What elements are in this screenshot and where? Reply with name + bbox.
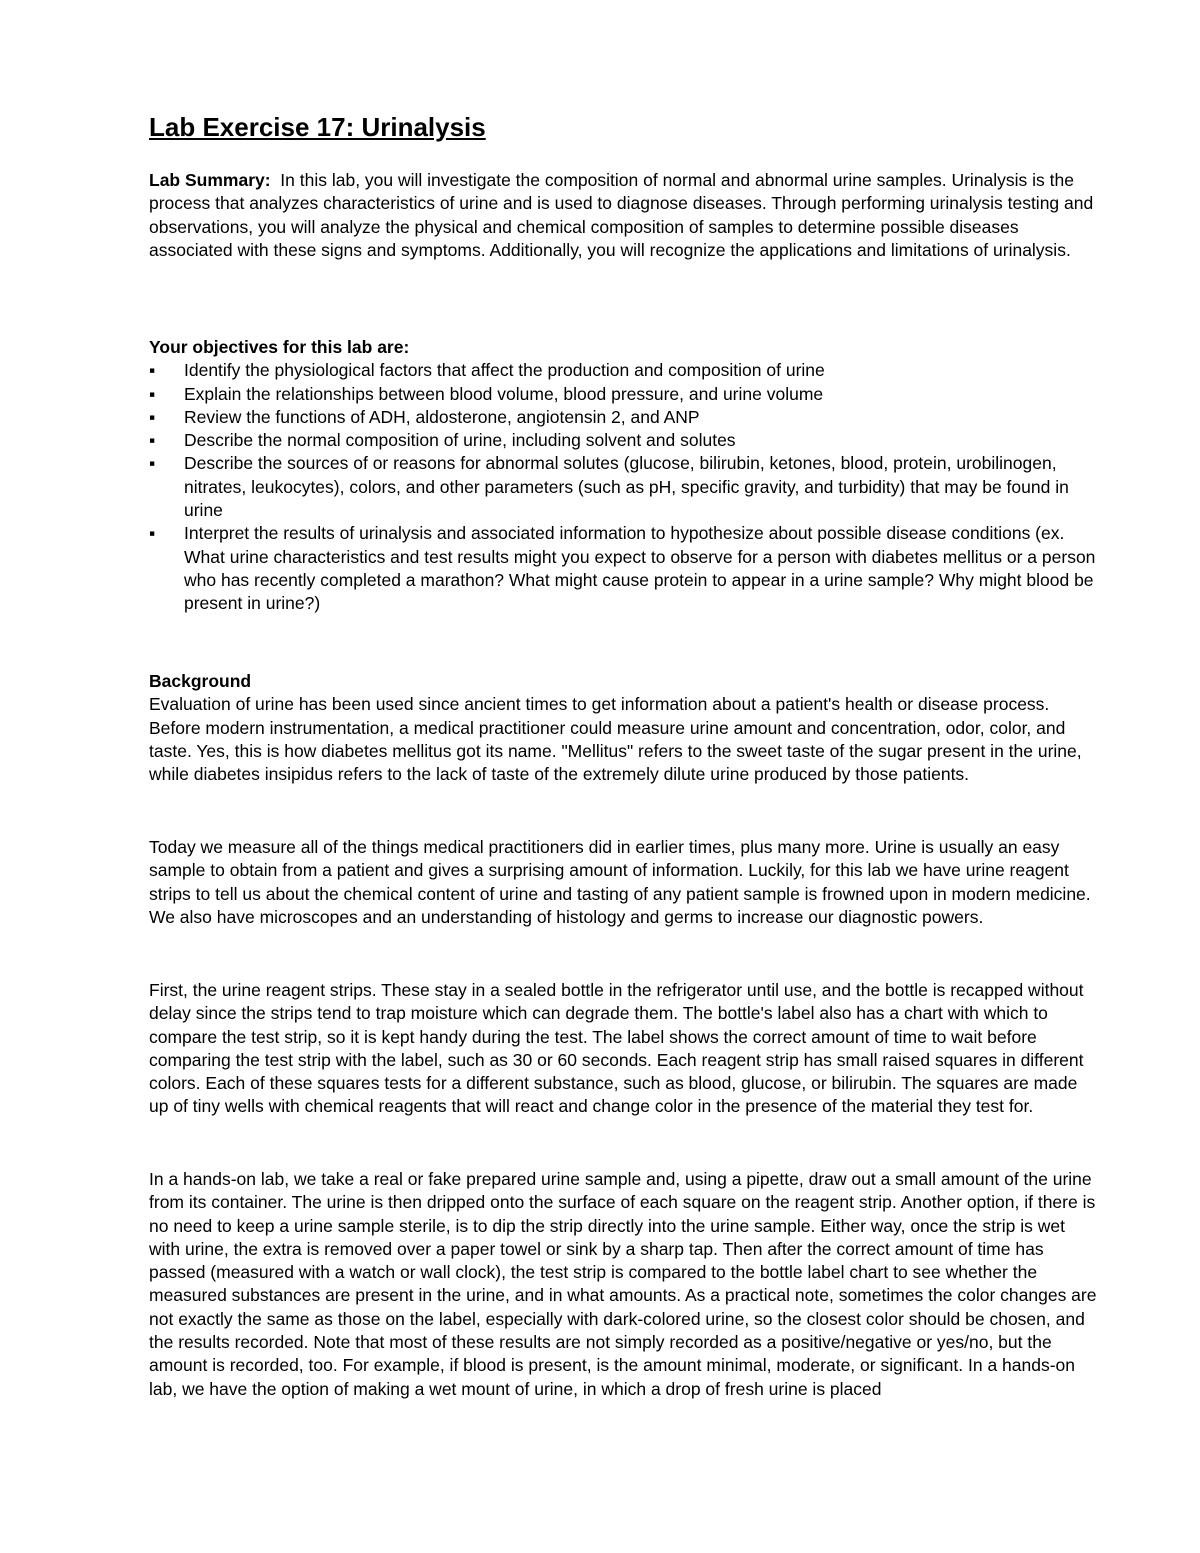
objectives-list [149,359,1099,615]
background-section-2 [149,836,1099,929]
background-section-4 [149,1168,1099,1401]
list-item [149,359,1099,382]
background-section [149,670,1099,786]
background-section-3 [149,979,1099,1119]
list-item [149,406,1099,429]
bullet-icon: ▪ [149,523,156,544]
background-paragraph: Evaluation of urine has been used since ancient times to get information about a patient's health or disease process. Before modern instrumentation, a medical practitioner could measure urine amount and concentration, odor, color, and taste. Yes, this is how diabetes mellitus got its name. "Mellitus" refers to the sweet taste of the sugar present in the urine, while diabetes insipidus refers to the lack of taste of the extremely dilute urine produced by those patients. [149,694,1082,785]
objective-text: Review the functions of ADH, aldosterone, angiotensin 2, and ANP [184,406,700,427]
background-paragraph: First, the urine reagent strips. These stay in a sealed bottle in the refrigerator until use, and the bottle is recapped without delay since the strips tend to trap moisture which can degrade them. The bottle's label also has a chart with which to compare the test strip, so it is kept handy during the test. The label shows the correct amount of time to wait before comparing the test strip with the label, such as 30 or 60 seconds. Each reagent strip has small raised squares in different colors. Each of these squares tests for a different substance, such as blood, glucose, or bilirubin. The squares are made up of tiny wells with chemical reagents that will react and change color in the presence of the material they test for. [149,980,1084,1117]
lab-summary-label: Lab Summary: [149,170,271,190]
objective-text: Identify the physiological factors that affect the production and composition of urine [184,360,825,381]
bullet-icon: ▪ [149,430,156,451]
objective-text: Interpret the results of urinalysis and associated information to hypothesize about possible disease conditions (ex. What urine characteristics and test results might you expect to observe for a person with diabetes mellitus or a person who has recently completed a marathon? What might cause protein to appear in a urine sample? Why might blood be present in urine?) [184,523,1096,614]
list-item [149,522,1099,615]
bullet-icon: ▪ [149,383,156,404]
objectives-section [149,336,1099,616]
objective-text: Describe the sources of or reasons for abnormal solutes (glucose, bilirubin, ketones, blood, protein, urobilinogen, nitrates, leukocytes), colors, and other parameters (such as pH, specific gravity, and turbidity) that may be found in urine [184,453,1069,521]
bullet-icon: ▪ [149,360,156,381]
background-paragraph: In a hands-on lab, we take a real or fake prepared urine sample and, using a pipette, draw out a small amount of the urine from its container. The urine is then dripped onto the surface of each square on the reagent strip. Another option, if there is no need to keep a urine sample sterile, is to dip the strip directly into the urine sample. Either way, once the strip is wet with urine, the extra is removed over a paper towel or sink by a sharp tap. Then after the correct amount of time has passed (measured with a watch or wall clock), the test strip is compared to the bottle label chart to see whether the measured substances are present in the urine, and in what amounts. As a practical note, sometimes the color changes are not exactly the same as those on the label, especially with dark-colored urine, so the closest color should be chosen, and the results recorded. Note that most of these results are not simply recorded as a positive/negative or yes/no, but the amount is recorded, too. For example, if blood is present, is the amount minimal, moderate, or significant. In a hands-on lab, we have the option of making a wet mount of urine, in which a drop of fresh urine is placed [149,1169,1097,1399]
page-title: Lab Exercise 17: Urinalysis [149,112,486,142]
bullet-icon: ▪ [149,453,156,474]
lab-summary-text: In this lab, you will investigate the composition of normal and abnormal urine samples. Urinalysis is the process that analyzes characteristics of urine and is used to diagnose diseases. Through performing urinalysis testing and observations, you will analyze the physical and chemical composition of samples to determine possible diseases associated with these signs and symptoms. Additionally, you will recognize the applications and limitations of urinalysis. [149,170,1099,260]
bullet-icon: ▪ [149,406,156,427]
lab-summary-paragraph [149,169,1099,262]
background-heading: Background [149,671,252,691]
lab-summary [149,169,1099,262]
objective-text: Describe the normal composition of urine, including solvent and solutes [184,430,736,451]
list-item [149,452,1099,522]
background-paragraph: Today we measure all of the things medical practitioners did in earlier times, plus many more. Urine is usually an easy sample to obtain from a patient and gives a surprising amount of information. Luckily, for this lab we have urine reagent strips to tell us about the chemical content of urine and tasting of any patient sample is frowned upon in modern medicine. We also have microscopes and an understanding of histology and germs to increase our diagnostic powers. [149,837,1091,927]
list-item [149,383,1099,406]
objectives-heading: Your objectives for this lab are: [149,337,410,357]
objective-text: Explain the relationships between blood volume, blood pressure, and urine volume [184,383,824,404]
list-item [149,429,1099,452]
